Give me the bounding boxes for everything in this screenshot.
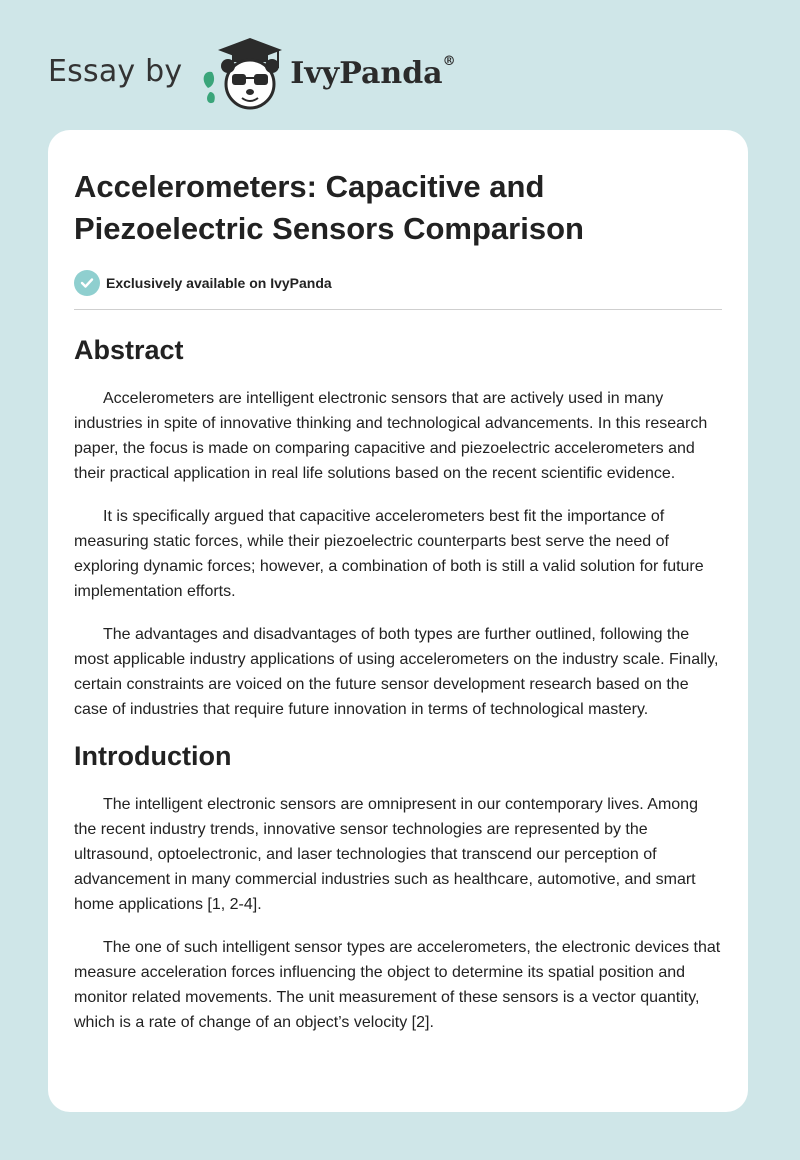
check-circle-icon [74, 270, 100, 296]
section-heading-introduction: Introduction [74, 741, 232, 771]
essay-by-label: Essay by [48, 53, 183, 89]
page-title: Accelerometers: Capacitive and Piezoelectric Sensors Comparison [74, 169, 584, 246]
paragraph: The intelligent electronic sensors are omnipresent in our contemporary lives. Among the recent industry trends, innovative sensor technologies are represented by the ultrasound, optoelectronic, and laser technologies that transcend our perception of advancement in many commercial industries such as healthcare, automotive, and smart home applications [1, 2-4]. [74, 796, 698, 913]
paragraph: The advantages and disadvantages of both types are further outlined, following the most applicable industry applications of using accelerometers on the industry scale. Finally, certain constraints are voiced on the future sensor development research based on the case of industries that require future innovation in terms of technological mastery. [74, 626, 719, 718]
essay-content [74, 166, 722, 1035]
section-heading-abstract: Abstract [74, 335, 184, 365]
paragraph: Accelerometers are intelligent electronic sensors that are actively used in many industries in spite of innovative thinking and technological advancements. In this research paper, the focus is made on comparing capacitive and piezoelectric accelerometers and their practical application in real life solutions based on the recent scientific evidence. [74, 390, 708, 482]
essay-card [48, 130, 748, 1112]
divider [74, 309, 722, 310]
site-header [48, 34, 456, 114]
exclusive-label: Exclusively available on IvyPanda [106, 275, 332, 291]
exclusive-badge [74, 270, 722, 296]
panda-graduate-icon [198, 36, 284, 112]
brand-logo-text[interactable]: IvyPanda® [290, 53, 456, 91]
paragraph: The one of such intelligent sensor types are accelerometers, the electronic devices that measure acceleration forces influencing the object to determine its spatial position and monitor related movements. The unit measurement of these sensors is a vector quantity, which is a rate of change of an object’s velocity [2]. [74, 939, 721, 1031]
paragraph: It is specifically argued that capacitive accelerometers best fit the importance of measuring static forces, while their piezoelectric counterparts best serve the need of exploring dynamic forces; however, a combination of both is still a valid solution for future implementation efforts. [74, 508, 704, 600]
